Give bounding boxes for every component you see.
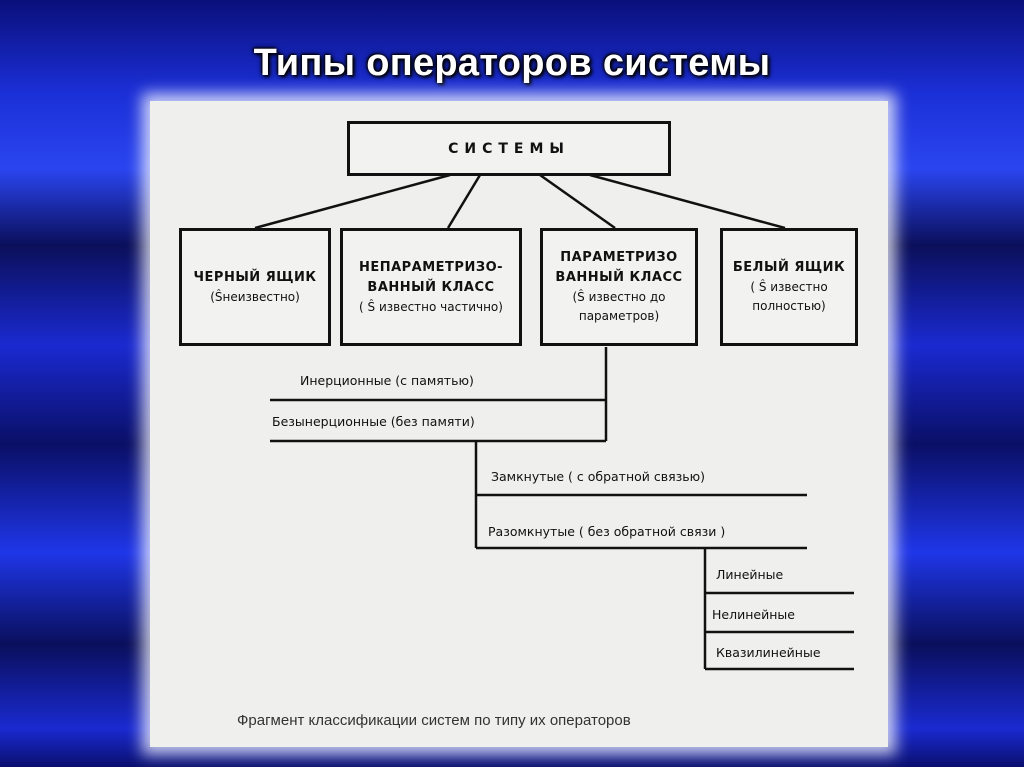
linearity-type-linear: Линейные — [716, 567, 784, 582]
category-sub: ( Ŝ известно частично) — [359, 299, 503, 314]
category-sub: (Ŝнеизвестно) — [210, 289, 300, 304]
category-heading: НЕПАРАМЕТРИЗО- ВАННЫЙ КЛАСС — [358, 259, 504, 295]
category-sub: ( Ŝ известно полностью) — [750, 280, 828, 313]
linearity-type-quasilinear: Квазилинейные — [716, 645, 821, 660]
memory-type-noninertial: Безынерционные (без памяти) — [272, 414, 475, 429]
category-box-nonparametrized — [340, 228, 522, 346]
feedback-type-open: Разомкнутые ( без обратной связи ) — [488, 524, 726, 539]
root-box-systems — [347, 121, 671, 176]
category-heading: БЕЛЫЙ ЯЩИК — [732, 260, 846, 275]
category-box-black-box — [179, 228, 331, 346]
category-heading: ПАРАМЕТРИЗО ВАННЫЙ КЛАСС — [555, 250, 683, 285]
memory-type-inertial: Инерционные (с памятью) — [300, 373, 474, 388]
root-label: СИСТЕМЫ — [448, 140, 570, 157]
feedback-type-closed: Замкнутые ( с обратной связью) — [491, 469, 706, 484]
category-sub: (Ŝ известно до параметров) — [572, 290, 666, 323]
category-box-white-box — [720, 228, 858, 346]
slide-title: Типы операторов системы — [253, 42, 771, 84]
category-heading: ЧЕРНЫЙ ЯЩИК — [193, 269, 317, 285]
linearity-type-nonlinear: Нелинейные — [712, 607, 795, 622]
diagram-caption: Фрагмент классификации систем по типу их операторов — [237, 712, 631, 729]
category-box-parametrized — [540, 228, 698, 346]
